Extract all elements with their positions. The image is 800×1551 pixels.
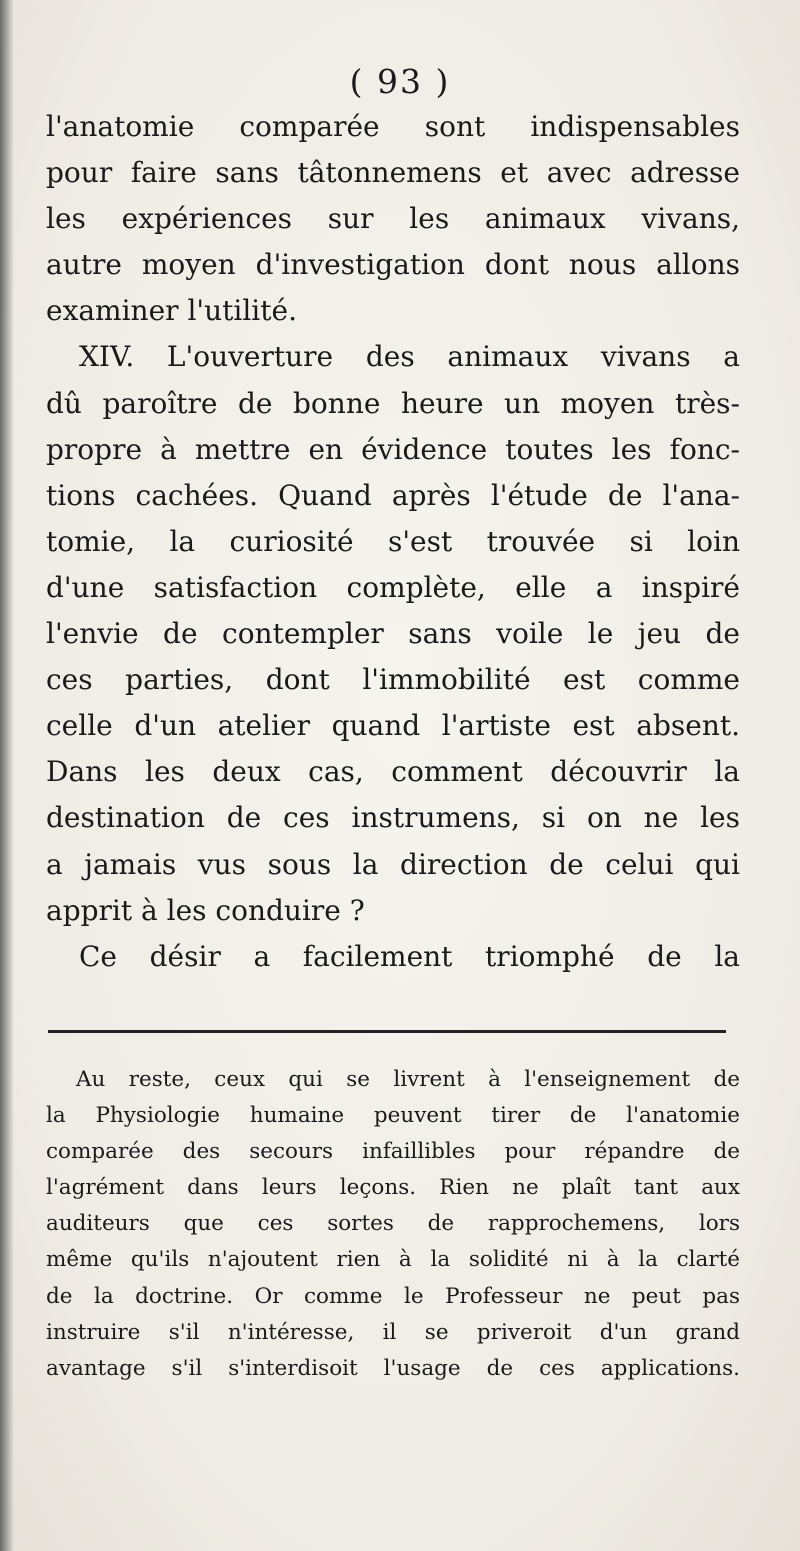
- text-line: a jamais vus sous la direction de celui qui: [46, 847, 740, 881]
- text-line: ces parties, dont l'immobilité est comme: [46, 663, 740, 697]
- section-start-line: XIV. L'ouverture des animaux vivans a: [79, 340, 740, 374]
- footnote-line: l'agrément dans leurs leçons. Rien ne plaît tant aux: [46, 1175, 740, 1201]
- paragraph-start-line: Ce désir a facilement triomphé de la: [79, 939, 740, 973]
- text-line: d'une satisfaction complète, elle a inspiré: [46, 570, 740, 604]
- footnote-line: la Physiologie humaine peuvent tirer de l'anatomie: [46, 1103, 740, 1129]
- text-line: l'envie de contempler sans voile le jeu de: [46, 617, 740, 651]
- footnote-line: avantage s'il s'interdisoit l'usage de ces applications.: [46, 1355, 740, 1381]
- text-line: autre moyen d'investigation dont nous allons: [46, 248, 740, 282]
- text-line: apprit à les conduire ?: [46, 893, 365, 927]
- footnote-line: instruire s'il n'intéresse, il se priveroit d'un grand: [46, 1319, 740, 1345]
- footnote-line: même qu'ils n'ajoutent rien à la solidité ni à la clarté: [46, 1247, 740, 1273]
- text-line: tions cachées. Quand après l'étude de l'ana-: [46, 478, 740, 512]
- text-line: tomie, la curiosité s'est trouvée si loin: [46, 524, 740, 558]
- text-line: propre à mettre en évidence toutes les fonc-: [46, 432, 740, 466]
- footnote-line: auditeurs que ces sortes de rapprochemens, lors: [46, 1211, 740, 1237]
- text-line: examiner l'utilité.: [46, 294, 297, 328]
- text-line: pour faire sans tâtonnemens et avec adresse: [46, 156, 740, 190]
- page-gutter-shadow: [0, 0, 14, 1551]
- footnote-divider: [48, 1030, 726, 1033]
- footnote-line: de la doctrine. Or comme le Professeur ne peut pas: [46, 1283, 740, 1309]
- main-text: [46, 104, 740, 980]
- page-number: ( 93 ): [349, 62, 451, 101]
- text-line: les expériences sur les animaux vivans,: [46, 202, 740, 236]
- text-line: celle d'un atelier quand l'artiste est absent.: [46, 709, 740, 743]
- footnote: [46, 1062, 740, 1387]
- footnote-line: Au reste, ceux qui se livrent à l'enseignement de: [76, 1067, 740, 1092]
- text-line: Dans les deux cas, comment découvrir la: [46, 755, 740, 789]
- text-line: destination de ces instrumens, si on ne les: [46, 801, 740, 835]
- footnote-line: comparée des secours infaillibles pour répandre de: [46, 1139, 740, 1165]
- text-line: l'anatomie comparée sont indispensables: [46, 110, 740, 143]
- text-line: dû paroître de bonne heure un moyen très-: [46, 386, 740, 420]
